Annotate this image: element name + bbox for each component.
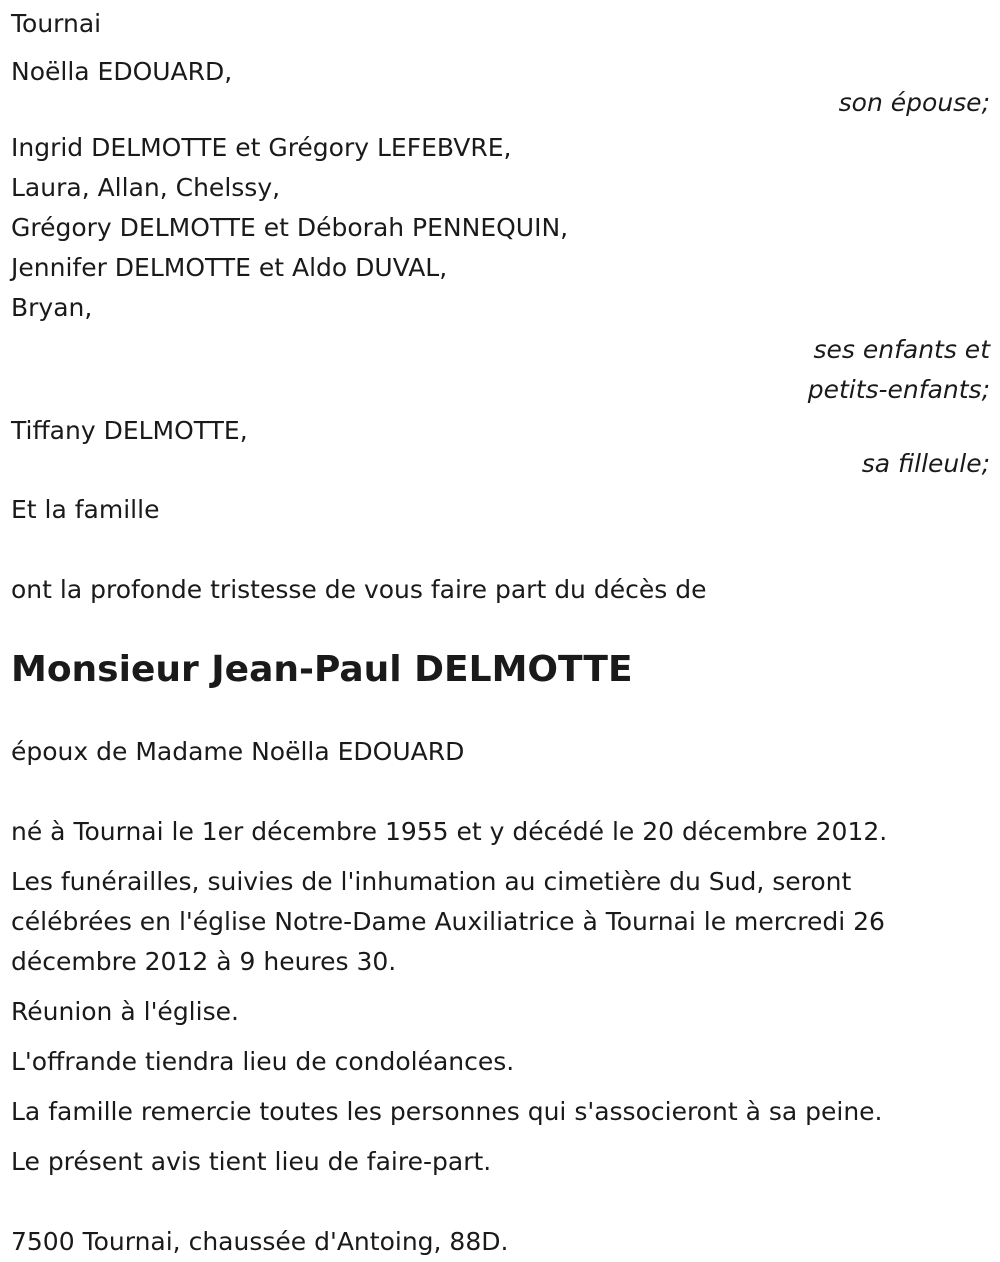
- family-line: Et la famille: [11, 495, 160, 524]
- offering-line: L'offrande tiendra lieu de condoléances.: [11, 1047, 515, 1076]
- spouse-role: son épouse;: [838, 88, 990, 117]
- children-role-line1: ses enfants et: [813, 335, 990, 364]
- child-line: Jennifer DELMOTTE et Aldo DUVAL,: [11, 253, 448, 282]
- goddaughter-role: sa filleule;: [861, 449, 990, 478]
- notice-line: Le présent avis tient lieu de faire-part.: [11, 1147, 492, 1176]
- birth-death-line: né à Tournai le 1er décembre 1955 et y décédé le 20 décembre 2012.: [11, 817, 888, 846]
- deceased-name: Monsieur Jean-Paul DELMOTTE: [11, 649, 633, 690]
- funeral-line: décembre 2012 à 9 heures 30.: [11, 947, 397, 976]
- thanks-line: La famille remercie toutes les personnes qui s'associeront à sa peine.: [11, 1097, 883, 1126]
- spouse-name: Noëlla EDOUARD,: [11, 57, 233, 86]
- funeral-paragraph: [11, 862, 990, 982]
- city-header: Tournai: [11, 9, 102, 38]
- funeral-line: célébrées en l'église Notre-Dame Auxiliatrice à Tournai le mercredi 26: [11, 907, 885, 936]
- meeting-line: Réunion à l'église.: [11, 997, 239, 1026]
- goddaughter-name: Tiffany DELMOTTE,: [11, 416, 248, 445]
- spouse-of-line: époux de Madame Noëlla EDOUARD: [11, 737, 465, 766]
- death-notice: [11, 0, 990, 1262]
- children-list: [11, 128, 990, 328]
- child-line: Laura, Allan, Chelssy,: [11, 173, 281, 202]
- child-line: Grégory DELMOTTE et Déborah PENNEQUIN,: [11, 213, 569, 242]
- child-line: Bryan,: [11, 293, 93, 322]
- children-role-line2: petits-enfants;: [807, 375, 990, 404]
- funeral-line: Les funérailles, suivies de l'inhumation au cimetière du Sud, seront: [11, 867, 852, 896]
- address-line: 7500 Tournai, chaussée d'Antoing, 88D.: [11, 1227, 509, 1256]
- announcement-text: ont la profonde tristesse de vous faire part du décès de: [11, 575, 707, 604]
- child-line: Ingrid DELMOTTE et Grégory LEFEBVRE,: [11, 133, 512, 162]
